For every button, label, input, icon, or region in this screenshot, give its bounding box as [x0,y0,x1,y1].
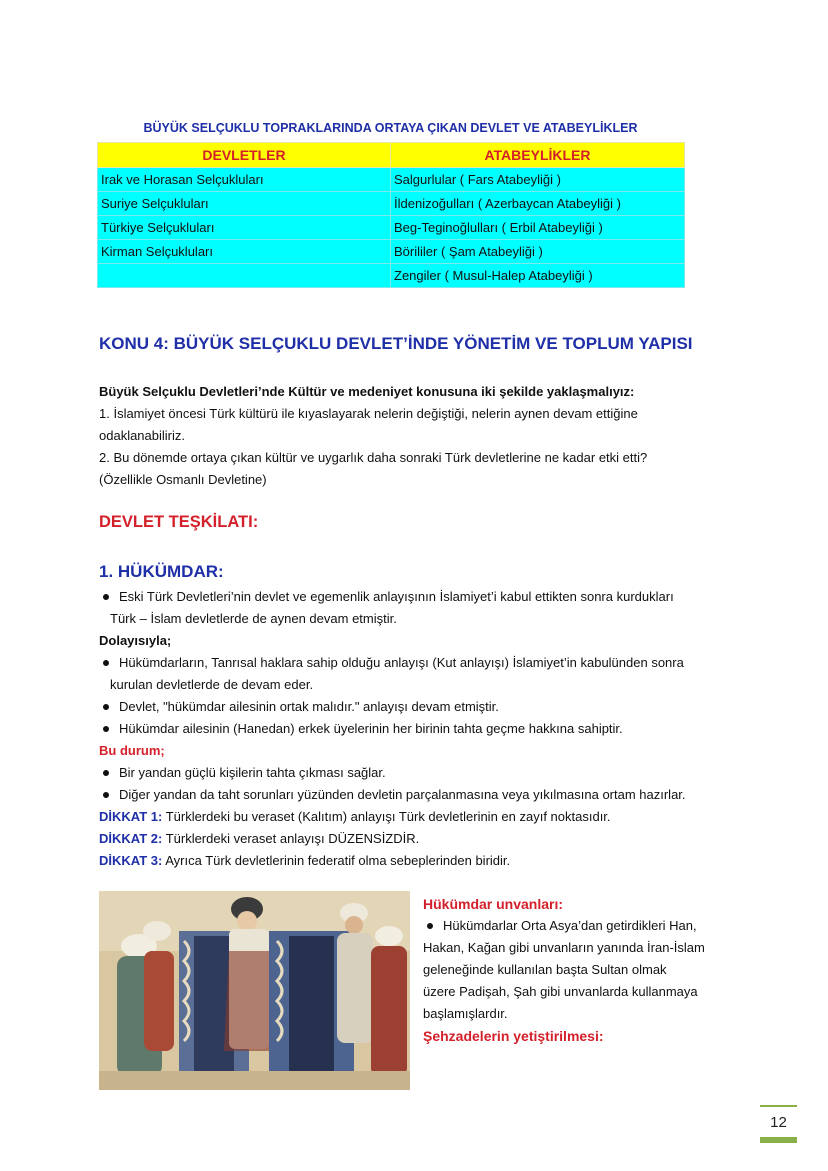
dikkat-2-label: DİKKAT 2: [99,831,163,846]
table-cell: Suriye Selçukluları [98,192,391,216]
intro-bold-line: Büyük Selçuklu Devletleri’nde Kültür ve medeniyet konusuna iki şekilde yaklaşmalıyız: [99,384,635,399]
dikkat-3-label: DİKKAT 3: [99,853,163,868]
list-item-continuation: kurulan devletlerde de devam eder. [110,677,314,692]
table-cell: Türkiye Selçukluları [98,216,391,240]
list-item [423,915,743,937]
devlet-teskilati-heading: DEVLET TEŞKİLATI: [99,513,259,531]
dolayisiyla-label: Dolayısıyla; [99,633,172,648]
table-cell: Kirman Selçukluları [98,240,391,264]
table-title: BÜYÜK SELÇUKLU TOPRAKLARINDA ORTAYA ÇIKAN DEVLET VE ATABEYLİKLER [143,121,638,135]
list-item-text: Hükümdarlar Orta Asya’dan getirdikleri Han, [443,918,697,933]
list-item-continuation: Türk – İslam devletlerde de aynen devam etmiştir. [110,611,397,626]
table-header-atabeylikler: ATABEYLİKLER [391,143,685,168]
table-cell: Salgurlular ( Fars Atabeyliği ) [391,168,685,192]
side-line: Hakan, Kağan gibi unvanların yanında İran-İslam [423,940,705,955]
bullet-icon [103,792,109,798]
page-number: 12 [760,1105,797,1143]
seljuk-miniature-image [99,891,410,1090]
dikkat-1-line [99,806,749,828]
bullet-icon [103,770,109,776]
list-item-text: Hükümdarların, Tanrısal haklara sahip olduğu anlayışı (Kut anlayışı) İslamiyet’in kabulünden sonra [119,655,684,670]
list-item-text: Devlet, "hükümdar ailesinin ortak malıdır." anlayışı devam etmiştir. [119,699,499,714]
table-cell: Zengiler ( Musul-Halep Atabeyliği ) [391,264,685,288]
dikkat-1-label: DİKKAT 1: [99,809,163,824]
sehzadelerin-heading: Şehzadelerin yetiştirilmesi: [423,1028,604,1044]
list-item [99,762,749,784]
dikkat-2-text: Türklerdeki veraset anlayışı DÜZENSİZDİR. [162,831,420,846]
table-header-row [98,143,685,168]
list-item [99,784,749,806]
table-cell: Irak ve Horasan Selçukluları [98,168,391,192]
table-cell [98,264,391,288]
states-atabeylik-table [97,142,685,288]
dikkat-3-line [99,850,749,872]
point-1-line-b: odaklanabiliriz. [99,428,185,443]
bullet-icon [103,594,109,600]
list-item-text: Hükümdar ailesinin (Hanedan) erkek üyelerinin her birinin tahta geçme hakkına sahiptir. [119,721,623,736]
side-text-block [423,893,743,1047]
bullet-icon [103,704,109,710]
table-row [98,192,685,216]
bullet-icon [103,660,109,666]
table-row [98,264,685,288]
list-item-text: Diğer yandan da taht sorunları yüzünden devletin parçalanmasına veya yıkılmasına ortam hazırlar. [119,787,686,802]
table-header-devletler: DEVLETLER [98,143,391,168]
point-2-line-b: (Özellikle Osmanlı Devletine) [99,472,267,487]
table-row [98,168,685,192]
list-item [99,586,749,608]
table-row [98,240,685,264]
list-item-text: Bir yandan güçlü kişilerin tahta çıkması sağlar. [119,765,386,780]
list-item [99,652,749,674]
hukumdar-heading: 1. HÜKÜMDAR: [99,562,224,581]
table-cell: Börililer ( Şam Atabeyliği ) [391,240,685,264]
hukumdar-content [99,586,749,872]
list-item [99,718,749,740]
hukumdar-unvanlari-heading: Hükümdar unvanları: [423,896,564,912]
table-cell: İldenizoğulları ( Azerbaycan Atabeyliği ) [391,192,685,216]
table-row [98,216,685,240]
dikkat-3-text: Ayrıca Türk devletlerinin federatif olma sebeplerinden biridir. [162,853,511,868]
point-1-line-a: 1. İslamiyet öncesi Türk kültürü ile kıyaslayarak nelerin değiştiği, nelerin aynen devam ettiğine [99,406,638,421]
table-cell: Beg-Teginoğlulları ( Erbil Atabeyliği ) [391,216,685,240]
side-line: geleneğinde kullanılan başta Sultan olmak [423,962,667,977]
intro-paragraph [99,381,739,491]
point-2-line-a: 2. Bu dönemde ortaya çıkan kültür ve uygarlık daha sonraki Türk devletlerine ne kadar etki etti? [99,450,648,465]
list-item-text: Eski Türk Devletleri’nin devlet ve egemenlik anlayışının İslamiyet’i kabul ettikten sonra kurdukları [119,589,674,604]
list-item [99,696,749,718]
bu-durum-label: Bu durum; [99,743,165,758]
side-line: üzere Padişah, Şah gibi unvanlarda kullanmaya [423,984,698,999]
dikkat-1-text: Türklerdeki bu veraset (Kalıtım) anlayışı Türk devletlerinin en zayıf noktasıdır. [162,809,611,824]
section-heading: KONU 4: BÜYÜK SELÇUKLU DEVLET’İNDE YÖNETİM VE TOPLUM YAPISI [99,334,693,353]
side-line: başlamışlardır. [423,1006,508,1021]
bullet-icon [103,726,109,732]
dikkat-2-line [99,828,749,850]
bullet-icon [427,923,433,929]
